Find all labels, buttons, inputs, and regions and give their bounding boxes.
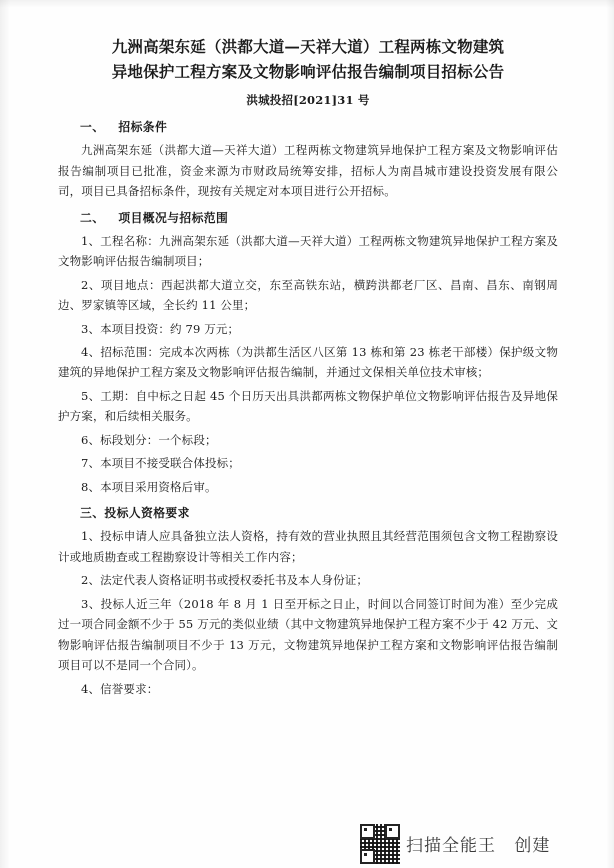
watermark-brand-primary: 扫描全能王: [406, 836, 496, 856]
list-item: 4、信誉要求：: [81, 681, 159, 696]
list-item: 7、本项目不接受联合体投标；: [81, 456, 240, 471]
page-title-line-2: 异地保护工程方案及文物影响评估报告编制项目招标公告: [111, 62, 505, 82]
section-heading-2-text: 项目概况与招标范围: [118, 210, 229, 225]
list-item: 4、招标范围：完成本次两栋（为洪都生活区八区第 13 栋和第 23 栋老干部楼）保护级文物建筑的异地保护工程方案及文物影响评估报告编制，并通过文保相关单位技术审核；: [58, 344, 558, 380]
list-item: 1、投标申请人应具备独立法人资格，持有效的营业执照且其经营范围须包含文物工程勘察设计或地质勘查或工程勘察设计等相关工作内容；: [58, 529, 558, 564]
document-number: 洪城投招[2021]31 号: [246, 93, 370, 108]
list-item: 6、标段划分：一个标段；: [81, 432, 217, 447]
document-body: [58, 34, 558, 702]
section-heading-1-text: 招标条件: [118, 120, 168, 135]
section-heading-1-index: 一、: [80, 120, 105, 135]
list-item: 8、本项目采用资格后审。: [81, 479, 217, 494]
qr-corner-bottom-left: [360, 849, 375, 864]
page-title-line-1: 九洲高架东延（洪都大道—天祥大道）工程两栋文物建筑: [111, 37, 505, 56]
section-heading-3-index: 三、: [80, 506, 105, 521]
qr-corner-top-left: [360, 824, 375, 839]
paragraph: 九洲高架东延（洪都大道—天祥大道）工程两栋文物建筑异地保护工程方案及文物影响评估报告编制项目已批准，资金来源为市财政局统筹安排，招标人为南昌城市建设投资发展有限公司，项目已具备招标条件，现按有关规定对本项目进行公开招标。: [58, 143, 558, 199]
qr-corner-top-right: [385, 824, 400, 839]
list-item: 3、本项目投资：约 79 万元；: [81, 321, 240, 336]
section-heading-3: [58, 504, 558, 521]
page-edge-shadow-left: [0, 0, 10, 868]
watermark-brand-secondary: 创建: [514, 836, 551, 856]
page-edge-shadow-right: [606, 0, 614, 868]
page-title: [58, 34, 558, 84]
watermark-label: [406, 831, 550, 856]
list-item: 2、法定代表人资格证明书或授权委托书及本人身份证；: [81, 573, 369, 588]
list-item: 2、项目地点：西起洪都大道立交，东至高铁东站，横跨洪都老厂区、昌南、昌东、南钢周边、罗家镇等区域，全长约 11 公里；: [58, 277, 558, 313]
section-heading-3-text: 投标人资格要求: [104, 506, 190, 521]
section-heading-2: [58, 209, 558, 226]
section-heading-2-index: 二、: [80, 210, 105, 225]
list-item: 5、工期：自中标之日起 45 个日历天出具洪都两栋文物保护单位文物影响评估报告及异地保护方案，和后续相关服务。: [58, 388, 558, 424]
qr-code: [360, 824, 400, 864]
list-item: 3、投标人近三年（2018 年 8 月 1 日至开标之日止，时间以合同签订时间为准）至少完成过一项合同金额不少于 55 万元的类似业绩（其中文物建筑异地保护工程方案不少于 42 万元、文物影响评估报告编制项目不少于 13 万元，文物建筑异地保护工程方案和文物影响评估报告编制项目可以不是同一个合同）。: [58, 596, 558, 673]
page-edge-shadow-top: [0, 0, 614, 8]
list-item: 1、工程名称：九洲高架东延（洪都大道—天祥大道）工程两栋文物建筑异地保护工程方案及文物影响评估报告编制项目；: [58, 233, 558, 269]
section-heading-1: [58, 118, 558, 135]
